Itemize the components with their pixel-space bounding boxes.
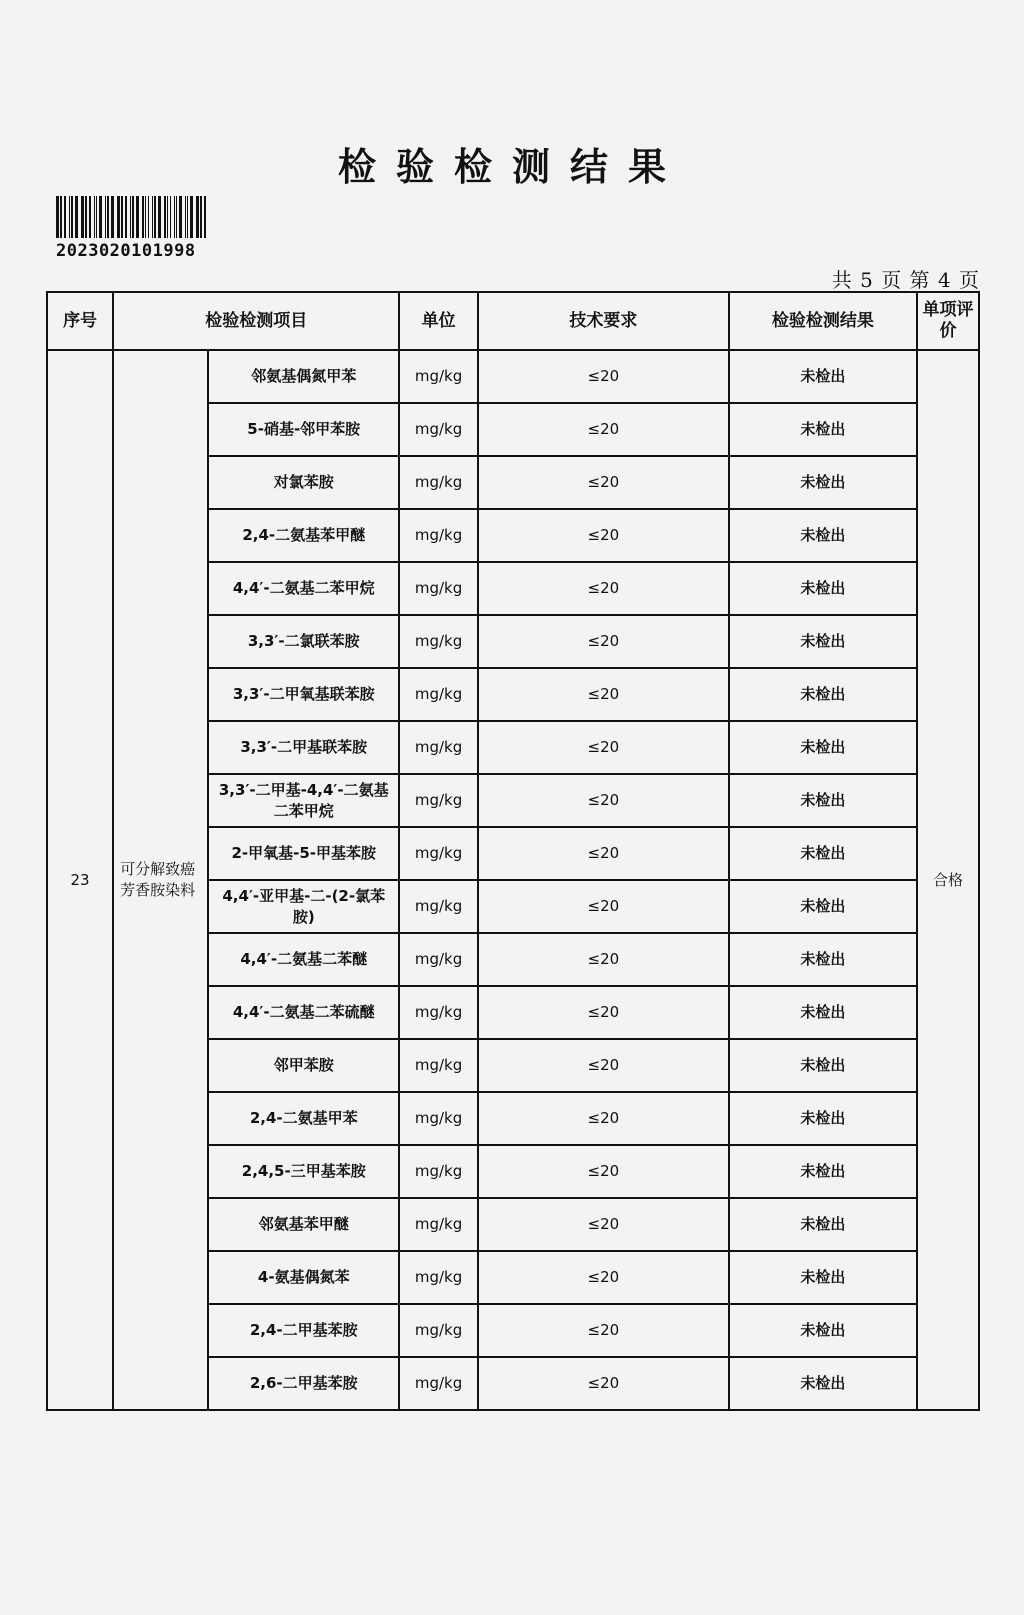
barcode-bar [125, 196, 127, 238]
barcode-bar [96, 196, 97, 238]
item-name-cell: 4-氨基偶氮苯 [208, 1251, 399, 1304]
result-cell: 未检出 [729, 403, 917, 456]
result-cell: 未检出 [729, 456, 917, 509]
result-cell: 未检出 [729, 1145, 917, 1198]
barcode-bar [176, 196, 177, 238]
item-name-cell: 5-硝基-邻甲苯胺 [208, 403, 399, 456]
table-header-row [47, 292, 979, 350]
barcode-bar [105, 196, 106, 238]
requirement-cell: ≤20 [478, 668, 729, 721]
result-cell: 未检出 [729, 350, 917, 403]
item-name-cell: 2-甲氧基-5-甲基苯胺 [208, 827, 399, 880]
unit-cell: mg/kg [399, 1198, 478, 1251]
requirement-cell: ≤20 [478, 1145, 729, 1198]
requirement-cell: ≤20 [478, 615, 729, 668]
page-indicator: 共 5 页 第 4 页 [831, 268, 980, 292]
result-cell: 未检出 [729, 615, 917, 668]
item-name-cell: 2,4-二甲基苯胺 [208, 1304, 399, 1357]
table-body [47, 350, 979, 1410]
barcode-bar [99, 196, 102, 238]
header-result: 检验检测结果 [729, 292, 917, 350]
item-name-cell: 3,3′-二甲氧基联苯胺 [208, 668, 399, 721]
header-requirement: 技术要求 [478, 292, 729, 350]
unit-cell: mg/kg [399, 880, 478, 933]
result-table [46, 291, 980, 1411]
barcode-bar [204, 196, 206, 238]
barcode-bar [111, 196, 114, 238]
unit-cell: mg/kg [399, 827, 478, 880]
barcode-bar [190, 196, 193, 238]
header-evaluation: 单项评价 [917, 292, 979, 350]
requirement-cell: ≤20 [478, 986, 729, 1039]
unit-cell: mg/kg [399, 1039, 478, 1092]
barcode-bar [174, 196, 175, 238]
result-cell: 未检出 [729, 880, 917, 933]
header-unit: 单位 [399, 292, 478, 350]
barcode-image [56, 196, 216, 238]
result-cell: 未检出 [729, 562, 917, 615]
page-title: 检验检测结果 [337, 145, 686, 189]
unit-cell: mg/kg [399, 350, 478, 403]
barcode-bar [142, 196, 144, 238]
group-evaluation-cell: 合格 [917, 350, 979, 1410]
result-cell: 未检出 [729, 1092, 917, 1145]
barcode-bar [64, 196, 66, 238]
barcode-bar [85, 196, 87, 238]
item-name-cell: 2,4-二氨基甲苯 [208, 1092, 399, 1145]
requirement-cell: ≤20 [478, 1251, 729, 1304]
requirement-cell: ≤20 [478, 880, 729, 933]
result-cell: 未检出 [729, 986, 917, 1039]
item-name-cell: 3,3′-二甲基-4,4′-二氨基二苯甲烷 [208, 774, 399, 827]
requirement-cell: ≤20 [478, 774, 729, 827]
requirement-cell: ≤20 [478, 350, 729, 403]
requirement-cell: ≤20 [478, 1304, 729, 1357]
result-cell: 未检出 [729, 509, 917, 562]
barcode-number: 2023020101998 [56, 241, 196, 261]
requirement-cell: ≤20 [478, 509, 729, 562]
barcode-bar [107, 196, 109, 238]
item-name-cell: 3,3′-二氯联苯胺 [208, 615, 399, 668]
result-cell: 未检出 [729, 1304, 917, 1357]
barcode-bar [145, 196, 146, 238]
item-name-cell: 邻氨基苯甲醚 [208, 1198, 399, 1251]
group-category-cell: 可分解致癌芳香胺染料 [113, 350, 208, 1410]
unit-cell: mg/kg [399, 562, 478, 615]
barcode-bar [196, 196, 199, 238]
unit-cell: mg/kg [399, 1304, 478, 1357]
barcode-bar [152, 196, 153, 238]
result-cell: 未检出 [729, 721, 917, 774]
barcode-bar [121, 196, 123, 238]
unit-cell: mg/kg [399, 986, 478, 1039]
requirement-cell: ≤20 [478, 403, 729, 456]
barcode-bar [167, 196, 168, 238]
requirement-cell: ≤20 [478, 933, 729, 986]
barcode-bar [56, 196, 59, 238]
item-name-cell: 4,4′-二氨基二苯甲烷 [208, 562, 399, 615]
unit-cell: mg/kg [399, 509, 478, 562]
result-cell: 未检出 [729, 1251, 917, 1304]
requirement-cell: ≤20 [478, 1092, 729, 1145]
result-cell: 未检出 [729, 933, 917, 986]
unit-cell: mg/kg [399, 615, 478, 668]
result-cell: 未检出 [729, 668, 917, 721]
requirement-cell: ≤20 [478, 562, 729, 615]
unit-cell: mg/kg [399, 403, 478, 456]
result-cell: 未检出 [729, 774, 917, 827]
barcode-bar [71, 196, 73, 238]
requirement-cell: ≤20 [478, 827, 729, 880]
group-seq-cell: 23 [47, 350, 113, 1410]
result-cell: 未检出 [729, 827, 917, 880]
barcode-bar [187, 196, 188, 238]
requirement-cell: ≤20 [478, 1198, 729, 1251]
unit-cell: mg/kg [399, 1092, 478, 1145]
item-name-cell: 邻氨基偶氮甲苯 [208, 350, 399, 403]
barcode-bar [75, 196, 78, 238]
unit-cell: mg/kg [399, 1145, 478, 1198]
barcode-bar [89, 196, 91, 238]
barcode-bar [81, 196, 84, 238]
table-row [47, 350, 979, 403]
barcode-bar [136, 196, 139, 238]
barcode-bar [132, 196, 134, 238]
barcode-bar [200, 196, 202, 238]
result-cell: 未检出 [729, 1357, 917, 1410]
unit-cell: mg/kg [399, 933, 478, 986]
barcode-bar [148, 196, 149, 238]
requirement-cell: ≤20 [478, 1039, 729, 1092]
unit-cell: mg/kg [399, 1357, 478, 1410]
barcode-bar [154, 196, 156, 238]
item-name-cell: 4,4′-二氨基二苯硫醚 [208, 986, 399, 1039]
barcode-bar [164, 196, 166, 238]
requirement-cell: ≤20 [478, 721, 729, 774]
item-name-cell: 2,6-二甲基苯胺 [208, 1357, 399, 1410]
unit-cell: mg/kg [399, 456, 478, 509]
barcode-bar [130, 196, 131, 238]
item-name-cell: 4,4′-亚甲基-二-(2-氯苯胺) [208, 880, 399, 933]
barcode-bar [170, 196, 171, 238]
barcode-bar [69, 196, 70, 238]
header-item: 检验检测项目 [113, 292, 399, 350]
item-name-cell: 4,4′-二氨基二苯醚 [208, 933, 399, 986]
item-name-cell: 邻甲苯胺 [208, 1039, 399, 1092]
barcode-bar [158, 196, 161, 238]
header-seq: 序号 [47, 292, 113, 350]
result-cell: 未检出 [729, 1039, 917, 1092]
unit-cell: mg/kg [399, 774, 478, 827]
requirement-cell: ≤20 [478, 456, 729, 509]
item-name-cell: 2,4,5-三甲基苯胺 [208, 1145, 399, 1198]
barcode-bar [60, 196, 62, 238]
unit-cell: mg/kg [399, 721, 478, 774]
requirement-cell: ≤20 [478, 1357, 729, 1410]
item-name-cell: 3,3′-二甲基联苯胺 [208, 721, 399, 774]
barcode-bar [185, 196, 186, 238]
item-name-cell: 对氯苯胺 [208, 456, 399, 509]
barcode-bar [179, 196, 182, 238]
unit-cell: mg/kg [399, 1251, 478, 1304]
item-name-cell: 2,4-二氨基苯甲醚 [208, 509, 399, 562]
barcode-bar [117, 196, 120, 238]
barcode-bar [94, 196, 95, 238]
result-cell: 未检出 [729, 1198, 917, 1251]
unit-cell: mg/kg [399, 668, 478, 721]
